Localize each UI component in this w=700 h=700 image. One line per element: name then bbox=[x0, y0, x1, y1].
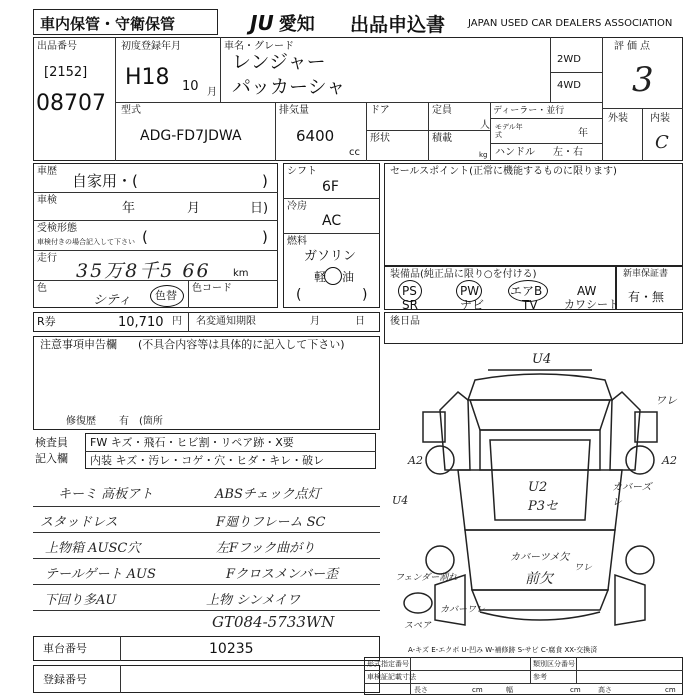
transfer-label: 受検形態 bbox=[37, 223, 77, 234]
diagram-note-8: カバーツメ欠 bbox=[510, 552, 570, 563]
notes-instruction: (不具合内容等は具体的に記入して下さい) bbox=[138, 338, 345, 351]
history-value: 自家用・( bbox=[72, 172, 138, 190]
cert-label-2: 類別区分番号 bbox=[533, 660, 575, 668]
recycle-value: 10,710 bbox=[118, 315, 164, 330]
score-label: 評価点 bbox=[614, 41, 653, 52]
equip-airbag: エアB bbox=[510, 284, 543, 298]
diagram-note-1: U4 bbox=[532, 352, 552, 367]
selling-points-label: セールスポイント(正常に機能するものに限ります) bbox=[390, 166, 617, 177]
equip-aw: AW bbox=[577, 284, 597, 298]
transfer-note: 車検付きの場合記入して下さい bbox=[37, 238, 135, 246]
model-label: 型式 bbox=[121, 105, 141, 116]
plate-label: 登録番号 bbox=[43, 673, 87, 686]
vehicle-label: 車名・グレード bbox=[224, 41, 294, 52]
history-close: ) bbox=[262, 172, 268, 190]
door-label: ドア bbox=[370, 105, 390, 116]
history-label: 車歴 bbox=[37, 166, 57, 177]
tax-notice-day: 日 bbox=[355, 316, 365, 327]
delivery-box bbox=[384, 312, 683, 344]
fuel-alt: 軽 bbox=[314, 270, 327, 284]
storage-stamp-text: 車内保管・守衛保管 bbox=[40, 15, 176, 33]
inspection-year: 年 bbox=[122, 201, 136, 216]
equip-navi: ナビ bbox=[460, 298, 485, 312]
diagram-note-4: A2 bbox=[662, 454, 677, 467]
pw-circle bbox=[456, 280, 482, 302]
displacement-label: 排気量 bbox=[279, 105, 309, 116]
diagram-note-9: フェンダー割れ bbox=[395, 573, 458, 583]
ps-circle bbox=[398, 280, 422, 302]
tax-notice-month: 月 bbox=[310, 316, 320, 327]
fuel-alt2: 油 bbox=[342, 270, 355, 284]
transfer-close: ) bbox=[262, 228, 268, 246]
diagram-note-5: U2 P3セ bbox=[528, 480, 559, 514]
vehicle-grade: パッカーシャ bbox=[232, 76, 346, 98]
registration-label: 初度登録年月 bbox=[121, 41, 181, 52]
mileage-label: 走行 bbox=[37, 253, 57, 264]
note-7: テールゲート AUS bbox=[45, 567, 156, 582]
drive-4wd: 4WD bbox=[557, 80, 581, 91]
cert-length: 長さ bbox=[414, 686, 428, 694]
note-4: F廻りフレーム SC bbox=[216, 515, 326, 530]
equip-pw: PW bbox=[460, 284, 480, 298]
note-11: GT084-5733WN bbox=[212, 613, 335, 631]
repair-place: (箇所 bbox=[139, 416, 163, 427]
fuel-circle bbox=[324, 267, 342, 285]
equip-ps: PS bbox=[402, 284, 417, 298]
equip-seat: カワシート bbox=[564, 298, 619, 311]
fuel-paren-right: ) bbox=[362, 287, 368, 303]
recycle-unit: 円 bbox=[172, 316, 182, 327]
interior-row: 内装 キズ・汚レ・コゲ・穴・ヒダ・キレ・破レ bbox=[90, 454, 325, 467]
warranty-label: 新車保証書 bbox=[623, 269, 669, 279]
score-value: 3 bbox=[632, 60, 654, 100]
selling-points-box bbox=[384, 163, 683, 266]
airbag-circle bbox=[508, 280, 548, 302]
tax-notice-label: 名変通知期限 bbox=[196, 316, 256, 327]
diagram-note-11: スペア bbox=[404, 621, 432, 631]
model-value: ADG-FD7JDWA bbox=[140, 128, 242, 144]
warranty-options: 有・無 bbox=[628, 290, 665, 304]
note-3: スタッドレス bbox=[40, 515, 118, 530]
inspection-label: 車検 bbox=[37, 195, 57, 206]
note-9: 下回り多AU bbox=[44, 593, 117, 608]
history-block bbox=[33, 163, 278, 308]
load-unit: kg bbox=[479, 151, 488, 159]
cert-note: 参考 bbox=[533, 673, 547, 681]
repair-label: 修復歴 bbox=[66, 416, 96, 427]
recolor-circle bbox=[150, 285, 184, 307]
note-5: 上物箱 AUSC穴 bbox=[45, 541, 141, 556]
color-value: シティ bbox=[93, 293, 131, 308]
displacement-value: 6400 bbox=[296, 127, 335, 145]
equipment-label: 装備品(純正品に限り○を付ける) bbox=[390, 269, 537, 280]
cooler-label: 冷房 bbox=[287, 201, 307, 212]
notes-label: 注意事項申告欄 bbox=[40, 338, 117, 351]
lot-number: 08707 bbox=[36, 91, 106, 116]
note-1: キーミ 高板アト bbox=[58, 487, 154, 502]
vehicle-name: レンジャー bbox=[232, 51, 326, 73]
chassis-value: 10235 bbox=[209, 641, 254, 657]
diagram-note-6: U4 bbox=[392, 494, 409, 507]
load-label: 積載 bbox=[432, 133, 452, 144]
cert-width: 幅 bbox=[506, 686, 513, 694]
shift-value: 6F bbox=[322, 179, 339, 195]
form-title: 出品申込書 bbox=[350, 14, 446, 36]
fw-row: FW キズ・飛石・ヒビ割・リペア跡・X要 bbox=[90, 436, 294, 449]
cert-cm-2: cm bbox=[570, 686, 581, 694]
diagram-note-13: 前欠 bbox=[525, 571, 553, 587]
inspection-day: 日) bbox=[250, 201, 269, 216]
registration-month-unit: 月 bbox=[207, 87, 217, 98]
note-10: 上物 シンメイワ bbox=[206, 593, 301, 608]
inspector-label-1: 検査員 bbox=[35, 436, 68, 449]
mileage-unit: km bbox=[233, 268, 249, 279]
cooler-value: AC bbox=[322, 213, 342, 229]
registration-month: 10 bbox=[182, 79, 199, 94]
color-label: 色 bbox=[37, 283, 47, 294]
capacity-label: 定員 bbox=[432, 105, 452, 116]
diagram-note-12: ワレ bbox=[574, 563, 593, 573]
diagram-note-2: ワレ bbox=[655, 394, 677, 407]
cert-cm-1: cm bbox=[472, 686, 483, 694]
ju-logo-mark: JU bbox=[250, 11, 274, 35]
fuel-paren-left: ( bbox=[296, 287, 302, 303]
note-2: ABSチェック点灯 bbox=[215, 487, 321, 502]
note-8: Fクロスメンバー歪 bbox=[226, 567, 339, 582]
diagram-note-3: A2 bbox=[408, 454, 423, 467]
color-code-label: 色コード bbox=[192, 283, 232, 294]
fuel-label: 燃料 bbox=[287, 236, 307, 247]
diagram-legend: A-キズ E-エクボ U-凹み W-補修跡 S-サビ C-腐食 XX-交換済 bbox=[408, 646, 598, 654]
cert-label-3: 車検証記載寸法 bbox=[367, 673, 416, 681]
model-year-label: モデル年式 bbox=[495, 123, 523, 139]
displacement-unit: cc bbox=[349, 147, 360, 158]
equip-tv: TV bbox=[522, 298, 538, 312]
registration-year: H18 bbox=[125, 65, 170, 90]
cert-label-1: 形式指定番号 bbox=[367, 660, 409, 668]
drive-2wd: 2WD bbox=[557, 54, 581, 65]
interior-value: C bbox=[655, 132, 669, 153]
storage-stamp bbox=[33, 9, 218, 35]
mileage-value: 35万8千5 66 bbox=[76, 260, 211, 282]
model-year-unit: 年 bbox=[578, 128, 588, 139]
cert-cm-3: cm bbox=[665, 686, 676, 694]
capacity-unit: 人 bbox=[480, 120, 490, 131]
handle-options: 左・右 bbox=[553, 147, 583, 158]
ju-logo bbox=[250, 10, 315, 36]
chassis-label: 車台番号 bbox=[43, 642, 87, 655]
fuel-value: ガソリン bbox=[304, 249, 357, 264]
recycle-label: R券 bbox=[37, 315, 56, 328]
equip-sr: SR bbox=[402, 298, 418, 312]
english-name: JAPAN USED CAR DEALERS ASSOCIATION bbox=[468, 18, 673, 29]
lot-bracket: [2152] bbox=[44, 65, 88, 80]
repair-value: 有 bbox=[119, 416, 129, 427]
cert-height: 高さ bbox=[598, 686, 612, 694]
association-name: 愛知 bbox=[278, 14, 315, 35]
inspector-label-2: 記入欄 bbox=[35, 452, 68, 465]
handle-label: ハンドル bbox=[495, 147, 535, 158]
note-6: 左Fフック曲がり bbox=[216, 541, 316, 556]
color-recolor: 色替 bbox=[155, 289, 177, 302]
lot-label: 出品番号 bbox=[37, 41, 77, 52]
exterior-label: 外装 bbox=[608, 113, 628, 124]
shift-label: シフト bbox=[287, 166, 317, 177]
diagram-note-7: カバーズレ bbox=[612, 482, 652, 508]
delivery-label: 後日品 bbox=[390, 316, 420, 327]
shape-label: 形状 bbox=[370, 133, 390, 144]
transfer-open: ( bbox=[142, 228, 148, 246]
diagram-note-10: カバーワレ bbox=[440, 605, 486, 615]
dealer-label: ディーラー・並行 bbox=[493, 106, 565, 116]
inspection-month: 月 bbox=[187, 201, 201, 216]
interior-label: 内装 bbox=[650, 113, 670, 124]
